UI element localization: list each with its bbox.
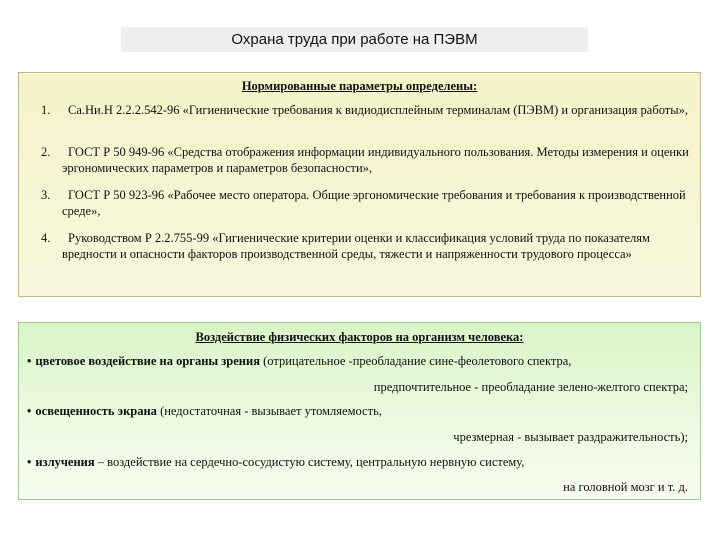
factor-light-title: освещенность экрана <box>35 404 157 418</box>
norm-item-number: 3. <box>41 188 51 202</box>
factor-light-line <box>27 403 382 419</box>
factor-radiation-line <box>27 454 524 470</box>
factor-color-text-2: предпочтительное - преобладание зелено-желтого спектра; <box>373 380 688 394</box>
norm-item-number: 1. <box>41 103 51 117</box>
page-title: Охрана труда при работе на ПЭВМ <box>121 27 588 52</box>
factor-color-line <box>27 353 571 369</box>
norms-heading: Нормированные параметры определены: <box>241 79 478 93</box>
factors-heading: Воздействие физических факторов на организм человека: <box>195 330 524 344</box>
norm-item-text: ГОСТ Р 50 923-96 «Рабочее место оператора. Общие эргономические требования и требования к производственной среде», <box>62 188 686 218</box>
factor-radiation-title: излучения <box>35 455 95 469</box>
bullet-icon: • <box>27 354 32 368</box>
norm-item-number: 4. <box>41 231 51 245</box>
norm-item-text: Са.Ни.Н 2.2.2.542-96 «Гигиенические требования к видиодисплейным терминалам (ПЭВМ) и организация работы», <box>68 103 689 117</box>
factors-box <box>18 322 701 500</box>
norm-item-2 <box>19 144 690 176</box>
bullet-icon: • <box>27 455 32 469</box>
factor-color-title: цветовое воздействие на органы зрения <box>35 354 260 368</box>
factor-light-text: (недостаточная - вызывает утомляемость, <box>160 404 382 418</box>
norm-item-1 <box>19 102 690 118</box>
factor-color-text: (отрицательное -преобладание сине-феолетового спектра, <box>263 354 572 368</box>
norm-item-text: Руководством Р 2.2.755-99 «Гигиенические критерии оценки и классификация условий труда по показателям вредности и опасности факторов производственной среды, тяжести и напряженности трудового процесса» <box>62 231 650 261</box>
factor-radiation-text: – воздействие на сердечно-сосудистую систему, центральную нервную систему, <box>97 455 525 469</box>
norm-item-4 <box>19 230 690 262</box>
bullet-icon: • <box>27 404 32 418</box>
norms-box <box>18 72 701 297</box>
factor-radiation-text-2: на головной мозг и т. д. <box>563 480 688 494</box>
norm-item-number: 2. <box>41 145 51 159</box>
factor-light-text-2: чрезмерная - вызывает раздражительность); <box>453 430 688 444</box>
norm-item-3 <box>19 187 690 219</box>
norm-item-text: ГОСТ Р 50 949-96 «Средства отображения информации индивидуального пользования. Методы измерения и оценки эргономических параметров и параметров безопасности», <box>62 145 689 175</box>
